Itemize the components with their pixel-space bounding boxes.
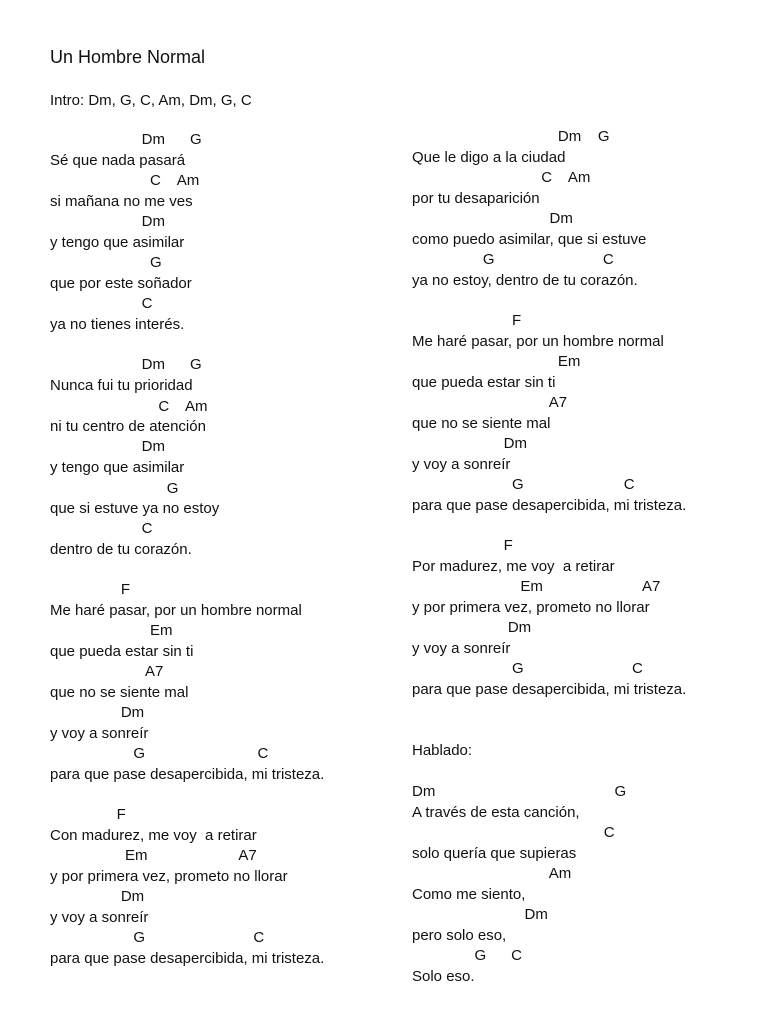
song-title: Un Hombre Normal (50, 47, 206, 67)
lyric-line: ya no estoy, dentro de tu corazón. (412, 272, 638, 289)
lyric-line: Que le digo a la ciudad (412, 149, 566, 166)
intro-line: Intro: Dm, G, C, Am, Dm, G, C (50, 92, 252, 109)
lyric-line: Con madurez, me voy a retirar (50, 827, 257, 844)
lyric-line: por tu desaparición (412, 190, 540, 207)
lyric-line: pero solo eso, (412, 927, 507, 944)
lyric-line: para que pase desapercibida, mi tristeza. (50, 950, 325, 967)
chord-line: Dm (50, 438, 166, 455)
chord-line: Em A7 (50, 847, 257, 864)
chord-line: G C (412, 660, 643, 677)
lyric-line: que si estuve ya no estoy (50, 500, 220, 517)
chord-line: F (412, 537, 513, 554)
lyric-line: y voy a sonreír (412, 456, 511, 473)
lyric-line: Nunca fui tu prioridad (50, 377, 193, 394)
chord-line: Dm G (412, 783, 627, 800)
lyric-line: y por primera vez, prometo no llorar (412, 599, 650, 616)
chord-line: Dm G (50, 131, 202, 148)
chord-line: G C (412, 476, 635, 493)
chord-line: Dm (50, 704, 145, 721)
lyric-line: dentro de tu corazón. (50, 541, 192, 558)
chord-line: F (412, 312, 522, 329)
chord-line: Dm (50, 888, 145, 905)
lyric-line: y tengo que asimilar (50, 459, 185, 476)
chord-line: G (50, 480, 179, 497)
chord-line: C (50, 520, 153, 537)
chord-line: G (50, 254, 162, 271)
chord-line: Dm (412, 619, 532, 636)
chord-line: G C (412, 251, 614, 268)
chord-line: F (50, 806, 126, 823)
lyric-line: Sé que nada pasará (50, 152, 186, 169)
chord-line: C (412, 824, 615, 841)
lyric-line: que no se siente mal (50, 684, 189, 701)
chord-line: Dm (412, 210, 573, 227)
chord-line: Dm (412, 435, 528, 452)
lyric-line: Me haré pasar, por un hombre normal (50, 602, 302, 619)
lyric-line: y voy a sonreír (50, 909, 149, 926)
chord-line: F (50, 581, 131, 598)
chord-line: C Am (50, 172, 200, 189)
lyric-line: que por este soñador (50, 275, 192, 292)
lyric-line: para que pase desapercibida, mi tristeza. (412, 497, 687, 514)
chord-line: C (50, 295, 153, 312)
chord-line: C Am (50, 398, 208, 415)
lyric-line: Me haré pasar, por un hombre normal (412, 333, 664, 350)
section-label: Hablado: (412, 742, 473, 759)
lyric-line: Solo eso. (412, 968, 475, 985)
chord-line: Em A7 (412, 578, 661, 595)
chord-line: Dm G (50, 356, 202, 373)
lyric-line: solo quería que supieras (412, 845, 577, 862)
chord-line: C Am (412, 169, 591, 186)
lyric-line: Como me siento, (412, 886, 526, 903)
lyric-line: para que pase desapercibida, mi tristeza. (412, 681, 687, 698)
chord-line: Dm (412, 906, 548, 923)
chord-line: G C (50, 929, 265, 946)
chord-line: G C (50, 745, 269, 762)
lyric-line: como puedo asimilar, que si estuve (412, 231, 647, 248)
lyric-line: y voy a sonreír (50, 725, 149, 742)
lyric-line: ni tu centro de atención (50, 418, 206, 435)
chord-line: G C (412, 947, 523, 964)
lyric-line: A través de esta canción, (412, 804, 580, 821)
lyric-line: y por primera vez, prometo no llorar (50, 868, 288, 885)
chord-line: A7 (50, 663, 164, 680)
chord-line: A7 (412, 394, 568, 411)
lyric-line: para que pase desapercibida, mi tristeza. (50, 766, 325, 783)
lyric-line: que no se siente mal (412, 415, 551, 432)
lyric-line: y tengo que asimilar (50, 234, 185, 251)
lyric-line: que pueda estar sin ti (412, 374, 556, 391)
chord-line: Dm G (412, 128, 610, 145)
chord-line: Am (412, 865, 572, 882)
chord-line: Em (50, 622, 173, 639)
lyric-line: si mañana no me ves (50, 193, 193, 210)
lyric-line: ya no tienes interés. (50, 316, 185, 333)
lyric-line: y voy a sonreír (412, 640, 511, 657)
lyric-line: Por madurez, me voy a retirar (412, 558, 615, 575)
chord-line: Dm (50, 213, 166, 230)
lyric-line: que pueda estar sin ti (50, 643, 194, 660)
chord-line: Em (412, 353, 581, 370)
